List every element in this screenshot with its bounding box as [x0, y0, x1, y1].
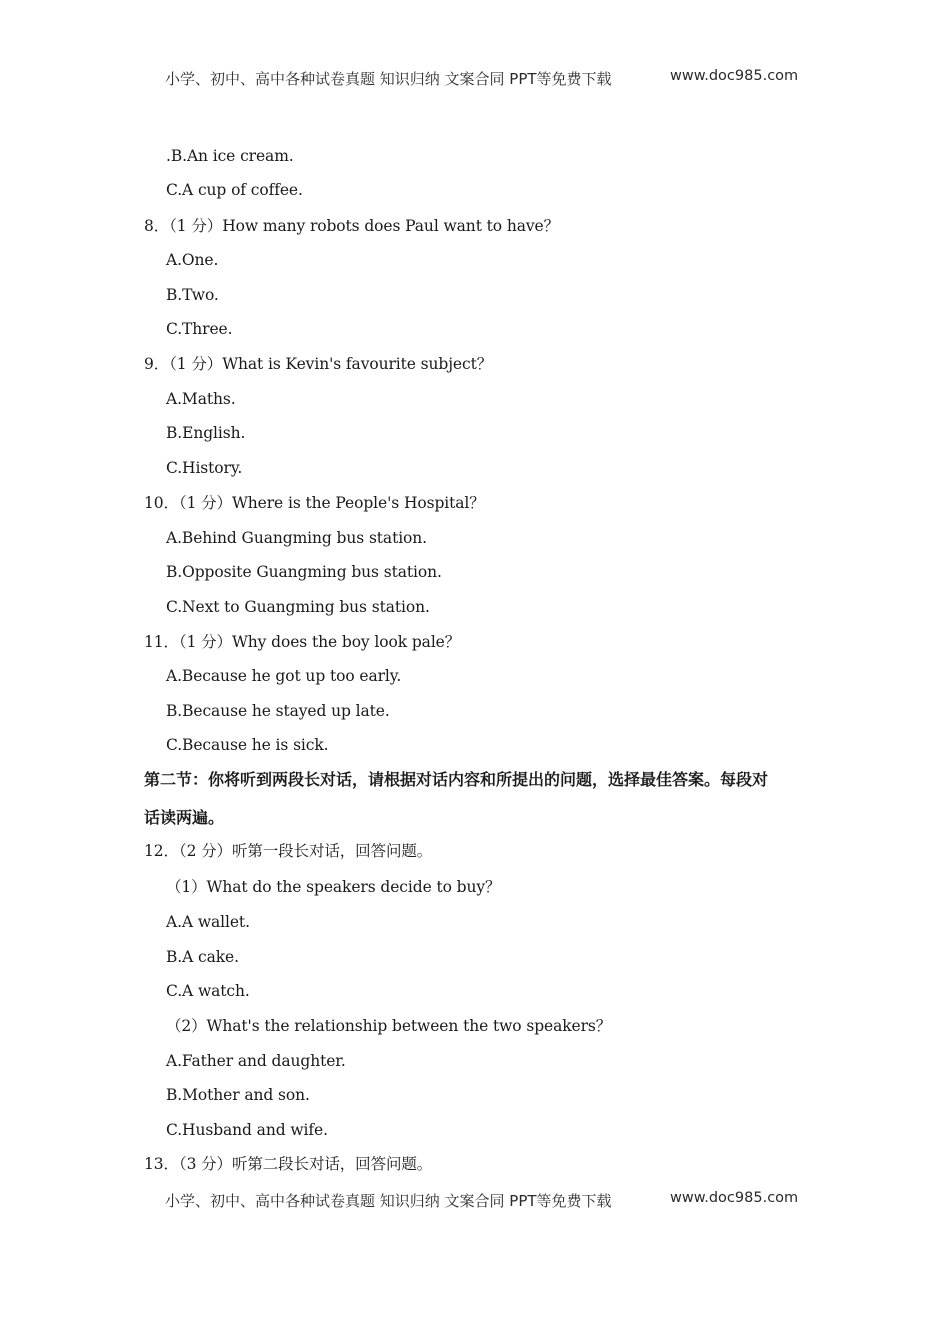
section-heading-line1: 第二节：你将听到两段长对话，请根据对话内容和所提出的问题，选择最佳答案。每段对: [144, 770, 769, 789]
q11-stem: 11．（1 分）Why does the boy look pale？: [144, 633, 461, 651]
q8-option-a: A.One.: [166, 251, 219, 269]
q11-option-b: B.Because he stayed up late.: [166, 702, 390, 720]
header-site-link[interactable]: www.doc985.com: [670, 68, 799, 84]
q8-stem: 8．（1 分）How many robots does Paul want to have？: [144, 217, 559, 235]
q8-option-c: C.Three.: [166, 320, 233, 338]
page-footer: [0, 1190, 950, 1214]
q11-option-c: C.Because he is sick.: [166, 736, 329, 754]
q12-sub1-option-c: C.A watch.: [166, 982, 250, 1000]
footer-site-link[interactable]: www.doc985.com: [670, 1190, 799, 1206]
q12-sub2-option-a: A.Father and daughter.: [166, 1052, 346, 1070]
header-tagline: 小学、初中、高中各种试卷真题 知识归纳 文案合同 PPT等免费下载: [165, 70, 612, 88]
q13-stem: 13．（3 分）听第二段长对话，回答问题。: [144, 1155, 433, 1173]
q12-sub2-stem: （2）What's the relationship between the two speakers？: [166, 1017, 612, 1035]
q12-sub2-option-c: C.Husband and wife.: [166, 1121, 328, 1139]
q9-stem: 9．（1 分）What is Kevin's favourite subject？: [144, 355, 493, 373]
q12-sub1-option-a: A.A wallet.: [166, 913, 250, 931]
q9-option-a: A.Maths.: [166, 390, 236, 408]
q12-stem: 12．（2 分）听第一段长对话，回答问题。: [144, 842, 433, 860]
q10-option-c: C.Next to Guangming bus station.: [166, 598, 430, 616]
q7-option-b: .B.An ice cream.: [166, 147, 294, 165]
q10-option-a: A.Behind Guangming bus station.: [166, 529, 427, 547]
q10-stem: 10．（1 分）Where is the People's Hospital？: [144, 494, 485, 512]
q12-sub2-option-b: B.Mother and son.: [166, 1086, 310, 1104]
q9-option-b: B.English.: [166, 424, 246, 442]
q9-option-c: C.History.: [166, 459, 243, 477]
q12-sub1-stem: （1）What do the speakers decide to buy？: [166, 878, 501, 896]
q10-option-b: B.Opposite Guangming bus station.: [166, 563, 442, 581]
q8-option-b: B.Two.: [166, 286, 219, 304]
q12-sub1-option-b: B.A cake.: [166, 948, 239, 966]
q7-option-c: C.A cup of coffee.: [166, 181, 303, 199]
section-heading-line2: 话读两遍。: [144, 808, 225, 827]
footer-tagline: 小学、初中、高中各种试卷真题 知识归纳 文案合同 PPT等免费下载: [165, 1192, 612, 1210]
page-header: [0, 68, 950, 92]
q11-option-a: A.Because he got up too early.: [166, 667, 402, 685]
